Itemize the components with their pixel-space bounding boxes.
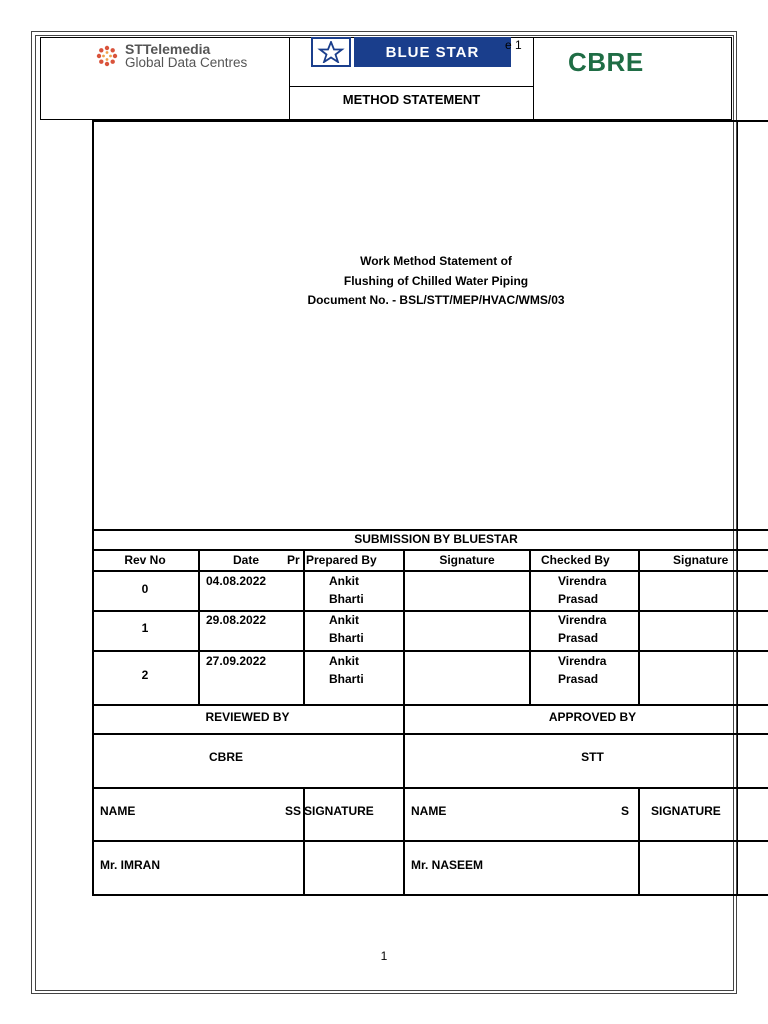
title-line-2: Flushing of Chilled Water Piping bbox=[343, 273, 529, 288]
page-right-edge-line bbox=[737, 120, 738, 896]
table-rule bbox=[92, 650, 768, 652]
name-label: NAME bbox=[411, 804, 447, 818]
bluestar-logo bbox=[311, 37, 511, 67]
bluestar-logo-text: BLUE STAR bbox=[354, 37, 511, 67]
s-label: S bbox=[621, 804, 630, 818]
table-rule bbox=[638, 549, 640, 704]
table-rule bbox=[198, 549, 200, 704]
row-checked-by: Virendra Prasad bbox=[558, 574, 607, 606]
ss-label: SS bbox=[285, 804, 302, 818]
stt-starburst-logo-icon bbox=[96, 45, 118, 67]
name-label: NAME bbox=[100, 804, 136, 818]
stt-logo bbox=[96, 43, 247, 69]
header-divider bbox=[289, 37, 290, 120]
row-checked-by: Virendra Prasad bbox=[558, 613, 607, 645]
col-signature: Signature bbox=[439, 553, 495, 567]
page-label: e 1 bbox=[505, 38, 522, 52]
table-rule bbox=[92, 704, 768, 706]
col-signature: Signature bbox=[673, 553, 729, 567]
document-body-box bbox=[92, 120, 768, 896]
row-date: 04.08.2022 bbox=[206, 574, 267, 588]
approver-name: Mr. NASEEM bbox=[411, 858, 484, 872]
row-date: 29.08.2022 bbox=[206, 613, 267, 627]
title-line-1: Work Method Statement of bbox=[360, 254, 512, 268]
stt-logo-line2: Global Data Centres bbox=[125, 55, 248, 70]
row-rev-no: 0 bbox=[141, 582, 149, 596]
col-date: Date bbox=[233, 553, 260, 567]
cbre-logo: CBRE bbox=[568, 47, 644, 77]
page-number: 1 bbox=[380, 949, 388, 963]
row-prepared-by: Ankit Bharti bbox=[329, 574, 364, 606]
title-line-3: Document No. - BSL/STT/MEP/HVAC/WMS/03 bbox=[307, 293, 565, 307]
row-checked-by: Virendra Prasad bbox=[558, 654, 607, 686]
row-rev-no: 1 bbox=[141, 621, 149, 635]
table-rule bbox=[92, 733, 768, 735]
header-divider bbox=[289, 86, 534, 87]
reviewer-org: CBRE bbox=[208, 750, 243, 764]
col-rev-no: Rev No bbox=[124, 553, 166, 567]
row-rev-no: 2 bbox=[141, 668, 149, 682]
table-rule bbox=[303, 549, 305, 704]
method-statement-heading: METHOD STATEMENT bbox=[342, 92, 481, 107]
col-checked-by: Checked By bbox=[541, 553, 610, 567]
col-prepared-by: Prepared By bbox=[306, 553, 377, 567]
row-prepared-by: Ankit Bharti bbox=[329, 613, 364, 645]
signature-label: SIGNATURE bbox=[651, 804, 721, 818]
row-prepared-by: Ankit Bharti bbox=[329, 654, 364, 686]
col-pr-fragment: Pr bbox=[287, 553, 300, 567]
table-rule bbox=[92, 840, 768, 842]
table-rule bbox=[92, 610, 768, 612]
approver-org: STT bbox=[581, 750, 604, 764]
approved-by-label: APPROVED BY bbox=[548, 710, 637, 724]
signature-label: SIGNATURE bbox=[304, 804, 374, 818]
header-divider bbox=[533, 37, 534, 120]
row-date: 27.09.2022 bbox=[206, 654, 267, 668]
submission-heading: SUBMISSION BY BLUESTAR bbox=[354, 532, 518, 546]
bluestar-star-icon bbox=[311, 37, 351, 67]
document-title bbox=[92, 252, 768, 311]
table-rule bbox=[92, 570, 768, 572]
reviewer-name: Mr. IMRAN bbox=[100, 858, 160, 872]
reviewed-by-label: REVIEWED BY bbox=[205, 710, 290, 724]
table-rule bbox=[529, 549, 531, 704]
table-rule bbox=[638, 787, 640, 895]
stt-logo-line1: STTelemedia bbox=[125, 41, 211, 57]
table-rule bbox=[92, 787, 768, 789]
